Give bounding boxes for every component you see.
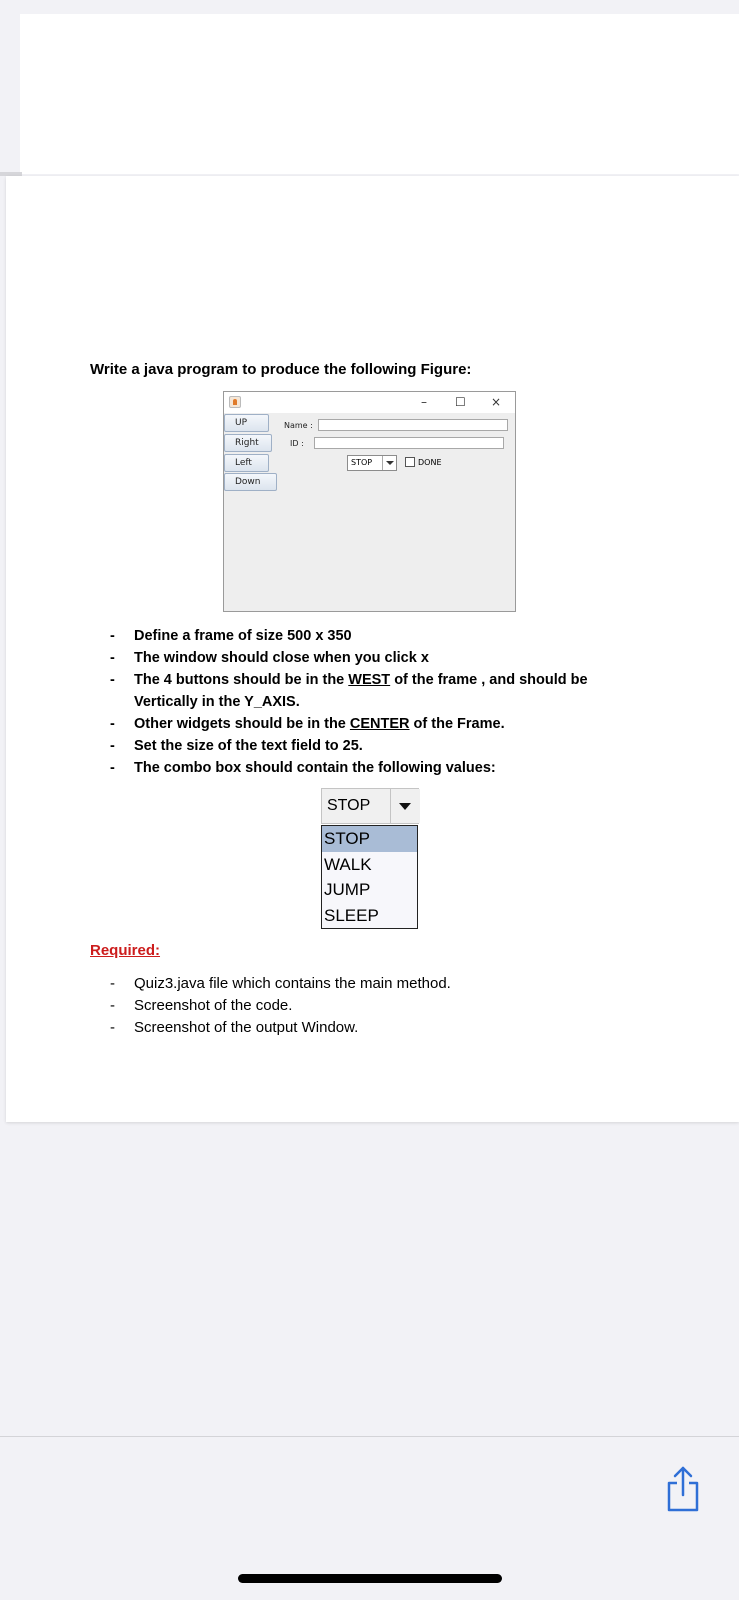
instruction-text: The 4 buttons should be in the	[134, 672, 349, 688]
bullet-dash: -	[110, 1019, 115, 1036]
instruction-item	[110, 735, 610, 757]
instruction-item	[110, 647, 610, 669]
instruction-item	[110, 669, 610, 713]
instruction-underlined: WEST	[348, 672, 391, 688]
figure-button-left: Left	[224, 454, 269, 472]
question-heading: Write a java program to produce the following Figure:	[90, 361, 472, 378]
combo-option: JUMP	[324, 880, 371, 899]
figure-button-right: Right	[224, 434, 272, 452]
bullet-dash: -	[110, 738, 115, 754]
instruction-text: of the frame , and should be Vertically in the Y_AXIS.	[134, 672, 588, 710]
java-app-icon	[229, 396, 241, 408]
figure-name-field	[318, 419, 508, 431]
figure-id-field	[314, 437, 504, 449]
bullet-dash: -	[110, 997, 115, 1014]
figure-button-down: Down	[224, 473, 277, 491]
page-top-area	[20, 14, 739, 174]
figure-java-window	[223, 391, 516, 612]
share-icon	[664, 1465, 702, 1513]
minimize-icon: –	[421, 395, 427, 409]
bullet-dash: -	[110, 650, 115, 666]
bullet-dash: -	[110, 975, 115, 992]
figure-checkbox	[405, 457, 415, 467]
share-button[interactable]	[664, 1465, 702, 1513]
instruction-text: Set the size of the text field to 25.	[134, 738, 363, 754]
instruction-text: Define a frame of size 500 x 350	[134, 628, 352, 644]
maximize-icon: ☐	[455, 395, 466, 409]
figure-checkbox-label: DONE	[418, 458, 442, 467]
instruction-text: The combo box should contain the following values:	[134, 760, 496, 776]
bullet-dash: -	[110, 672, 115, 688]
bullet-dash: -	[110, 628, 115, 644]
instruction-item	[110, 625, 610, 647]
instruction-underlined: CENTER	[349, 716, 410, 732]
home-indicator[interactable]	[238, 1574, 502, 1583]
chevron-down-icon	[390, 789, 420, 823]
close-icon: ×	[491, 395, 502, 409]
required-item	[110, 973, 610, 995]
required-item	[110, 995, 610, 1017]
combo-option: WALK	[324, 854, 372, 874]
required-text: Screenshot of the output Window.	[134, 1019, 359, 1036]
combo-option: STOP	[322, 826, 417, 852]
instruction-text: Other widgets should be in the	[134, 716, 350, 732]
figure-combo-box	[347, 455, 397, 471]
bullet-dash: -	[110, 760, 115, 776]
required-heading: Required:	[90, 942, 161, 959]
instruction-list	[110, 625, 610, 779]
figure-combo-value: STOP	[351, 458, 373, 467]
figure-titlebar	[224, 392, 515, 413]
chevron-down-icon	[382, 456, 396, 470]
instruction-item	[110, 713, 610, 735]
combo-example-value: STOP	[327, 797, 371, 814]
instruction-item	[110, 757, 610, 779]
required-text: Screenshot of the code.	[134, 997, 293, 1014]
required-text: Quiz3.java file which contains the main method.	[134, 975, 451, 992]
bullet-dash: -	[110, 716, 115, 732]
combo-example	[321, 788, 419, 824]
required-item	[110, 1017, 610, 1039]
toolbar-divider	[0, 1436, 739, 1437]
required-list	[110, 973, 610, 1039]
instruction-text: The window should close when you click x	[134, 650, 429, 666]
combo-option: SLEEP	[324, 905, 379, 925]
figure-name-label: Name :	[284, 421, 313, 430]
figure-id-label: ID :	[290, 439, 304, 448]
combo-example-list	[321, 825, 418, 929]
figure-button-up: UP	[224, 414, 269, 432]
instruction-text: of the Frame.	[409, 716, 505, 732]
